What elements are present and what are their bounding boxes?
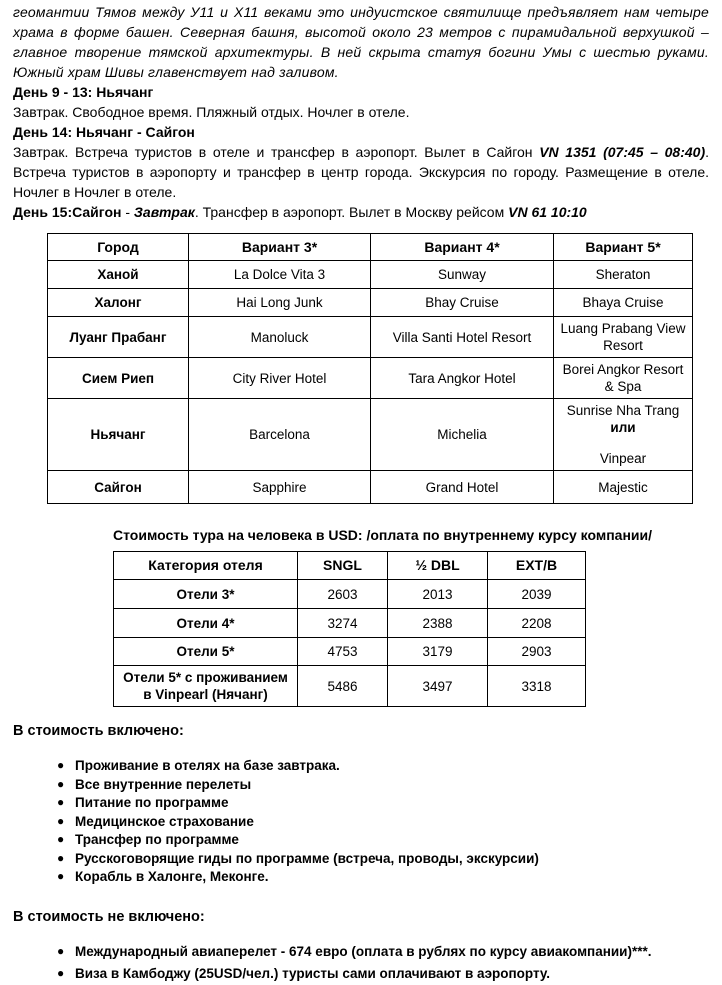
price-value: 2039 (488, 580, 586, 609)
list-item-text: Виза в Камбоджу (25USD/чел.) туристы сами оплачивают в аэропорту. (75, 965, 551, 981)
list-item-text: Международный авиаперелет - 674 евро (оплата в рублях по курсу авиакомпании)***. (75, 943, 652, 959)
pricing-category: Отели 4* (114, 609, 298, 638)
pricing-header-sngl: SNGL (298, 552, 388, 580)
bullet-icon: ● (57, 965, 65, 980)
table-row (48, 261, 693, 289)
hotels-city: Ханой (48, 261, 189, 289)
table-row (114, 580, 586, 609)
list-item-text: Корабль в Халонге, Меконге. (75, 869, 269, 884)
price-value: 3497 (388, 666, 488, 707)
table-row (114, 666, 586, 707)
list-item (55, 941, 709, 963)
hotels-header-row (48, 234, 693, 261)
table-row (48, 358, 693, 399)
day15-flight-number: VN 61 10:10 (508, 204, 587, 220)
bullet-icon: ● (57, 758, 65, 772)
price-value: 3274 (298, 609, 388, 638)
pricing-header-category: Категория отеля (114, 552, 298, 580)
table-row (48, 471, 693, 504)
hotel-name: Sapphire (189, 471, 371, 504)
day-heading-14: День 14: Ньячанг - Сайгон (13, 124, 195, 140)
hotel-name (554, 399, 693, 471)
hotel-name: Michelia (371, 399, 554, 471)
table-row (114, 638, 586, 666)
hotels-header-variant5: Вариант 5* (554, 234, 693, 261)
hotel-name: Bhaya Cruise (554, 289, 693, 317)
table-row (48, 399, 693, 471)
pricing-header-row (114, 552, 586, 580)
hotel-name: Borei Angkor Resort & Spa (554, 358, 693, 399)
hotels-header-variant4: Вариант 4* (371, 234, 554, 261)
bullet-icon: ● (57, 795, 65, 809)
pricing-table (113, 551, 586, 707)
day15-dash: - (121, 204, 134, 220)
list-item-text: Русскоговорящие гиды по программе (встреча, проводы, экскурсии) (75, 850, 539, 866)
not-included-list (13, 941, 709, 985)
bullet-icon: ● (57, 832, 65, 846)
included-heading: В стоимость включено: (13, 723, 184, 739)
hotel-name-or: или (610, 420, 636, 435)
hotels-city: Сием Риеп (48, 358, 189, 399)
day15-text: . Трансфер в аэропорт. Вылет в Москву рейсом (194, 204, 509, 220)
hotel-name: Majestic (554, 471, 693, 504)
list-item-text: Трансфер по программе (75, 832, 239, 847)
day-paragraph-14 (13, 142, 709, 202)
pricing-category: Отели 5* с проживанием в Vinpearl (Нячанг) (114, 666, 298, 707)
pricing-header-extb: EXT/B (488, 552, 586, 580)
list-item (55, 776, 709, 795)
bullet-icon: ● (57, 943, 65, 958)
price-value: 3318 (488, 666, 586, 707)
day-heading-9-13: День 9 - 13: Ньячанг (13, 84, 154, 100)
price-value: 2903 (488, 638, 586, 666)
pricing-category: Отели 3* (114, 580, 298, 609)
hotel-name: Sheraton (554, 261, 693, 289)
list-item-text: Проживание в отелях на базе завтрака. (75, 758, 340, 773)
list-item-text: Питание по программе (75, 795, 229, 810)
list-item (55, 868, 709, 887)
day15-breakfast: Завтрак (133, 204, 195, 220)
price-value: 2208 (488, 609, 586, 638)
hotels-header-city: Город (48, 234, 189, 261)
hotels-city: Луанг Прабанг (48, 317, 189, 358)
hotels-header-variant3: Вариант 3* (189, 234, 371, 261)
list-item-text: Все внутренние перелеты (75, 776, 252, 792)
price-value: 2388 (388, 609, 488, 638)
hotel-name: Luang Prabang View Resort (554, 317, 693, 358)
day14-text-post: . Встреча туристов в аэропорту и трансфер в центр города. Экскурсия по городу. Размещение в отеле. Ночлег в Ночлег в отеле. (13, 144, 710, 200)
price-value: 3179 (388, 638, 488, 666)
bullet-icon: ● (57, 850, 65, 865)
list-item (55, 757, 709, 776)
hotel-name: Bhay Cruise (371, 289, 554, 317)
hotel-name: La Dolce Vita 3 (189, 261, 371, 289)
day14-text-pre: Завтрак. Встреча туристов в отеле и трансфер в аэропорт. Вылет в Сайгон (13, 144, 540, 160)
price-value: 4753 (298, 638, 388, 666)
day-body-9-13: Завтрак. Свободное время. Пляжный отдых. Ночлег в отеле. (13, 104, 410, 120)
included-list (13, 757, 709, 887)
hotels-city: Ньячанг (48, 399, 189, 471)
hotel-name: Manoluck (189, 317, 371, 358)
bullet-icon: ● (57, 813, 65, 828)
pricing-category: Отели 5* (114, 638, 298, 666)
table-row (114, 609, 586, 638)
cell-line-gap (558, 436, 688, 450)
day14-flight-number: VN 1351 (07:45 – 08:40) (539, 144, 706, 160)
hotel-name: Villa Santi Hotel Resort (371, 317, 554, 358)
hotel-name: Tara Angkor Hotel (371, 358, 554, 399)
bullet-icon: ● (57, 869, 65, 883)
day-line-15 (13, 202, 709, 222)
hotels-city: Сайгон (48, 471, 189, 504)
hotel-name: Grand Hotel (371, 471, 554, 504)
hotel-name: Sunway (371, 261, 554, 289)
list-item (55, 831, 709, 850)
pricing-header-dbl: ½ DBL (388, 552, 488, 580)
list-item (55, 963, 709, 985)
bullet-icon: ● (57, 776, 65, 791)
hotels-table (47, 233, 693, 504)
list-item (55, 813, 709, 832)
list-item (55, 794, 709, 813)
hotel-name: Hai Long Junk (189, 289, 371, 317)
hotel-name-part: Vinpear (599, 451, 647, 466)
table-row (48, 317, 693, 358)
price-value: 2013 (388, 580, 488, 609)
day15-label: День 15:Сайгон (13, 204, 122, 220)
list-item (55, 850, 709, 869)
hotel-name: Barcelona (189, 399, 371, 471)
table-row (48, 289, 693, 317)
hotel-name: City River Hotel (189, 358, 371, 399)
list-item-text: Медицинское страхование (75, 813, 254, 829)
pricing-title: Стоимость тура на человека в USD: /оплата по внутреннему курсу компании/ (113, 527, 653, 543)
price-value: 5486 (298, 666, 388, 707)
hotels-city: Халонг (48, 289, 189, 317)
not-included-heading: В стоимость не включено: (13, 908, 205, 925)
intro-paragraph: геомантии Тямов между У11 и Х11 веками это индуистское святилище предъявляет нам четыре храма в форме башен. Северная башня, высотой около 23 метров с пирамидальной верхушкой – главное творение тямской архитектуры. В ней скрыта статуя богини Умы с шестью руками. Южный храм Шивы главенствует над заливом. (13, 4, 709, 80)
price-value: 2603 (298, 580, 388, 609)
hotel-name-part: Sunrise Nha Trang (566, 403, 680, 418)
